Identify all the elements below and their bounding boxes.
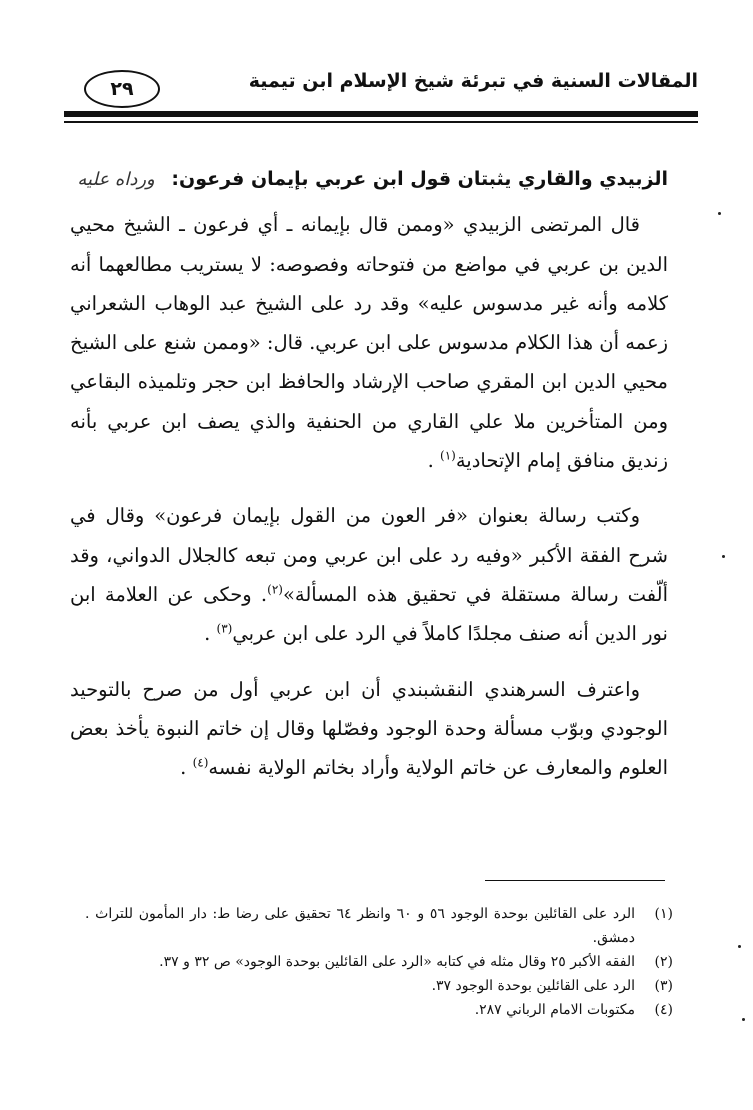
paragraph-2	[70, 496, 668, 653]
page-number: ٢٩	[84, 70, 160, 108]
margin-speck	[722, 555, 725, 558]
footnote-item	[85, 902, 673, 950]
footnote-number: (٣)	[654, 978, 673, 994]
paragraph-text: واعترف السرهندي النقشبندي أن ابن عربي أول من صرح بالتوحيد الوجودي وبوّب مسألة وحدة الوجود وفصّلها وقال إن خاتم النبوة يأخذ بعض العلوم والمعارف عن خاتم الولاية وأراد بخاتم الولاية نفسه	[70, 677, 668, 780]
footnote-item	[85, 998, 673, 1022]
paragraph-end: .	[180, 756, 187, 780]
margin-speck	[738, 945, 741, 948]
section-heading	[70, 160, 668, 199]
paragraph-text: قال المرتضى الزبيدي «وممن قال بإيمانه ـ أي فرعون ـ الشيخ محيي الدين بن عربي في مواضع من فتوحاته وفصوصه: لا يستريب مطالعهما أنه كلامه وأنه غير مدسوس عليه» وقد رد على الشيخ عبد الوهاب الشعراني زعمه أن هذا الكلام مدسوس على ابن عربي. قال: «وممن شنع على الشيخ محيي الدين ابن المقري صاحب الإرشاد والحافظ ابن حجر وتلميذه البقاعي ومن المتأخرين ملا علي القاري من الحنفية والذي يصف ابن عربي بأنه زنديق منافق إمام الإتحادية	[70, 213, 668, 473]
footnote-text: الرد على القائلين بوحدة الوجود ٥٦ و ٦٠ وانظر ٦٤ تحقيق على رضا ط: دار المأمون للتراث . دمشق.	[85, 906, 635, 946]
margin-speck	[742, 1018, 745, 1021]
section-heading-text: الزبيدي والقاري يثبتان قول ابن عربي بإيمان فرعون:	[171, 168, 668, 190]
header-rule-thick	[64, 111, 698, 117]
page-header	[64, 62, 698, 112]
paragraph-3	[70, 670, 668, 788]
running-title: المقالات السنية في تبرئة شيخ الإسلام ابن تيمية	[248, 70, 698, 92]
footnote-text: الفقه الأكبر ٢٥ وقال مثله في كتابه «الرد على القائلين بوحدة الوجود» ص ٣٢ و ٣٧.	[159, 954, 635, 970]
footnote-number: (١)	[654, 906, 673, 922]
footnote-ref: (١)	[440, 448, 456, 463]
paragraph-end: .	[204, 622, 211, 646]
paragraph-1	[70, 205, 668, 480]
footnote-divider	[485, 880, 665, 881]
footnote-ref: (٣)	[216, 621, 233, 636]
footnote-item	[85, 974, 673, 998]
paragraph-text: . وحكى عن العلامة ابن نور الدين أنه صنف مجلدًا كاملاً في الرد على ابن عربي	[70, 582, 668, 646]
paragraph-end: .	[427, 449, 434, 473]
footnote-text: مكتوبات الامام الرباني ٢٨٧.	[474, 1002, 635, 1018]
header-rule-thin	[64, 121, 698, 123]
footnote-text: الرد على القائلين بوحدة الوجود ٣٧.	[431, 978, 635, 994]
main-text	[70, 160, 668, 803]
footnotes	[85, 902, 673, 1022]
handwritten-annotation: ورداه عليه	[77, 169, 155, 190]
paragraph-text: وكتب رسالة بعنوان «فر العون من القول بإيمان فرعون» وقال في شرح الفقة الأكبر «وفيه رد على ابن عربي ومن تبعه كالجلال الدواني، وقد ألّفت رسالة مستقلة في تحقيق هذه المسألة»	[70, 504, 668, 606]
margin-speck	[718, 212, 721, 215]
footnote-item	[85, 950, 673, 974]
footnote-ref: (٢)	[267, 582, 283, 597]
footnote-ref: (٤)	[192, 755, 209, 770]
footnote-number: (٢)	[654, 954, 673, 970]
footnote-number: (٤)	[654, 1002, 673, 1018]
